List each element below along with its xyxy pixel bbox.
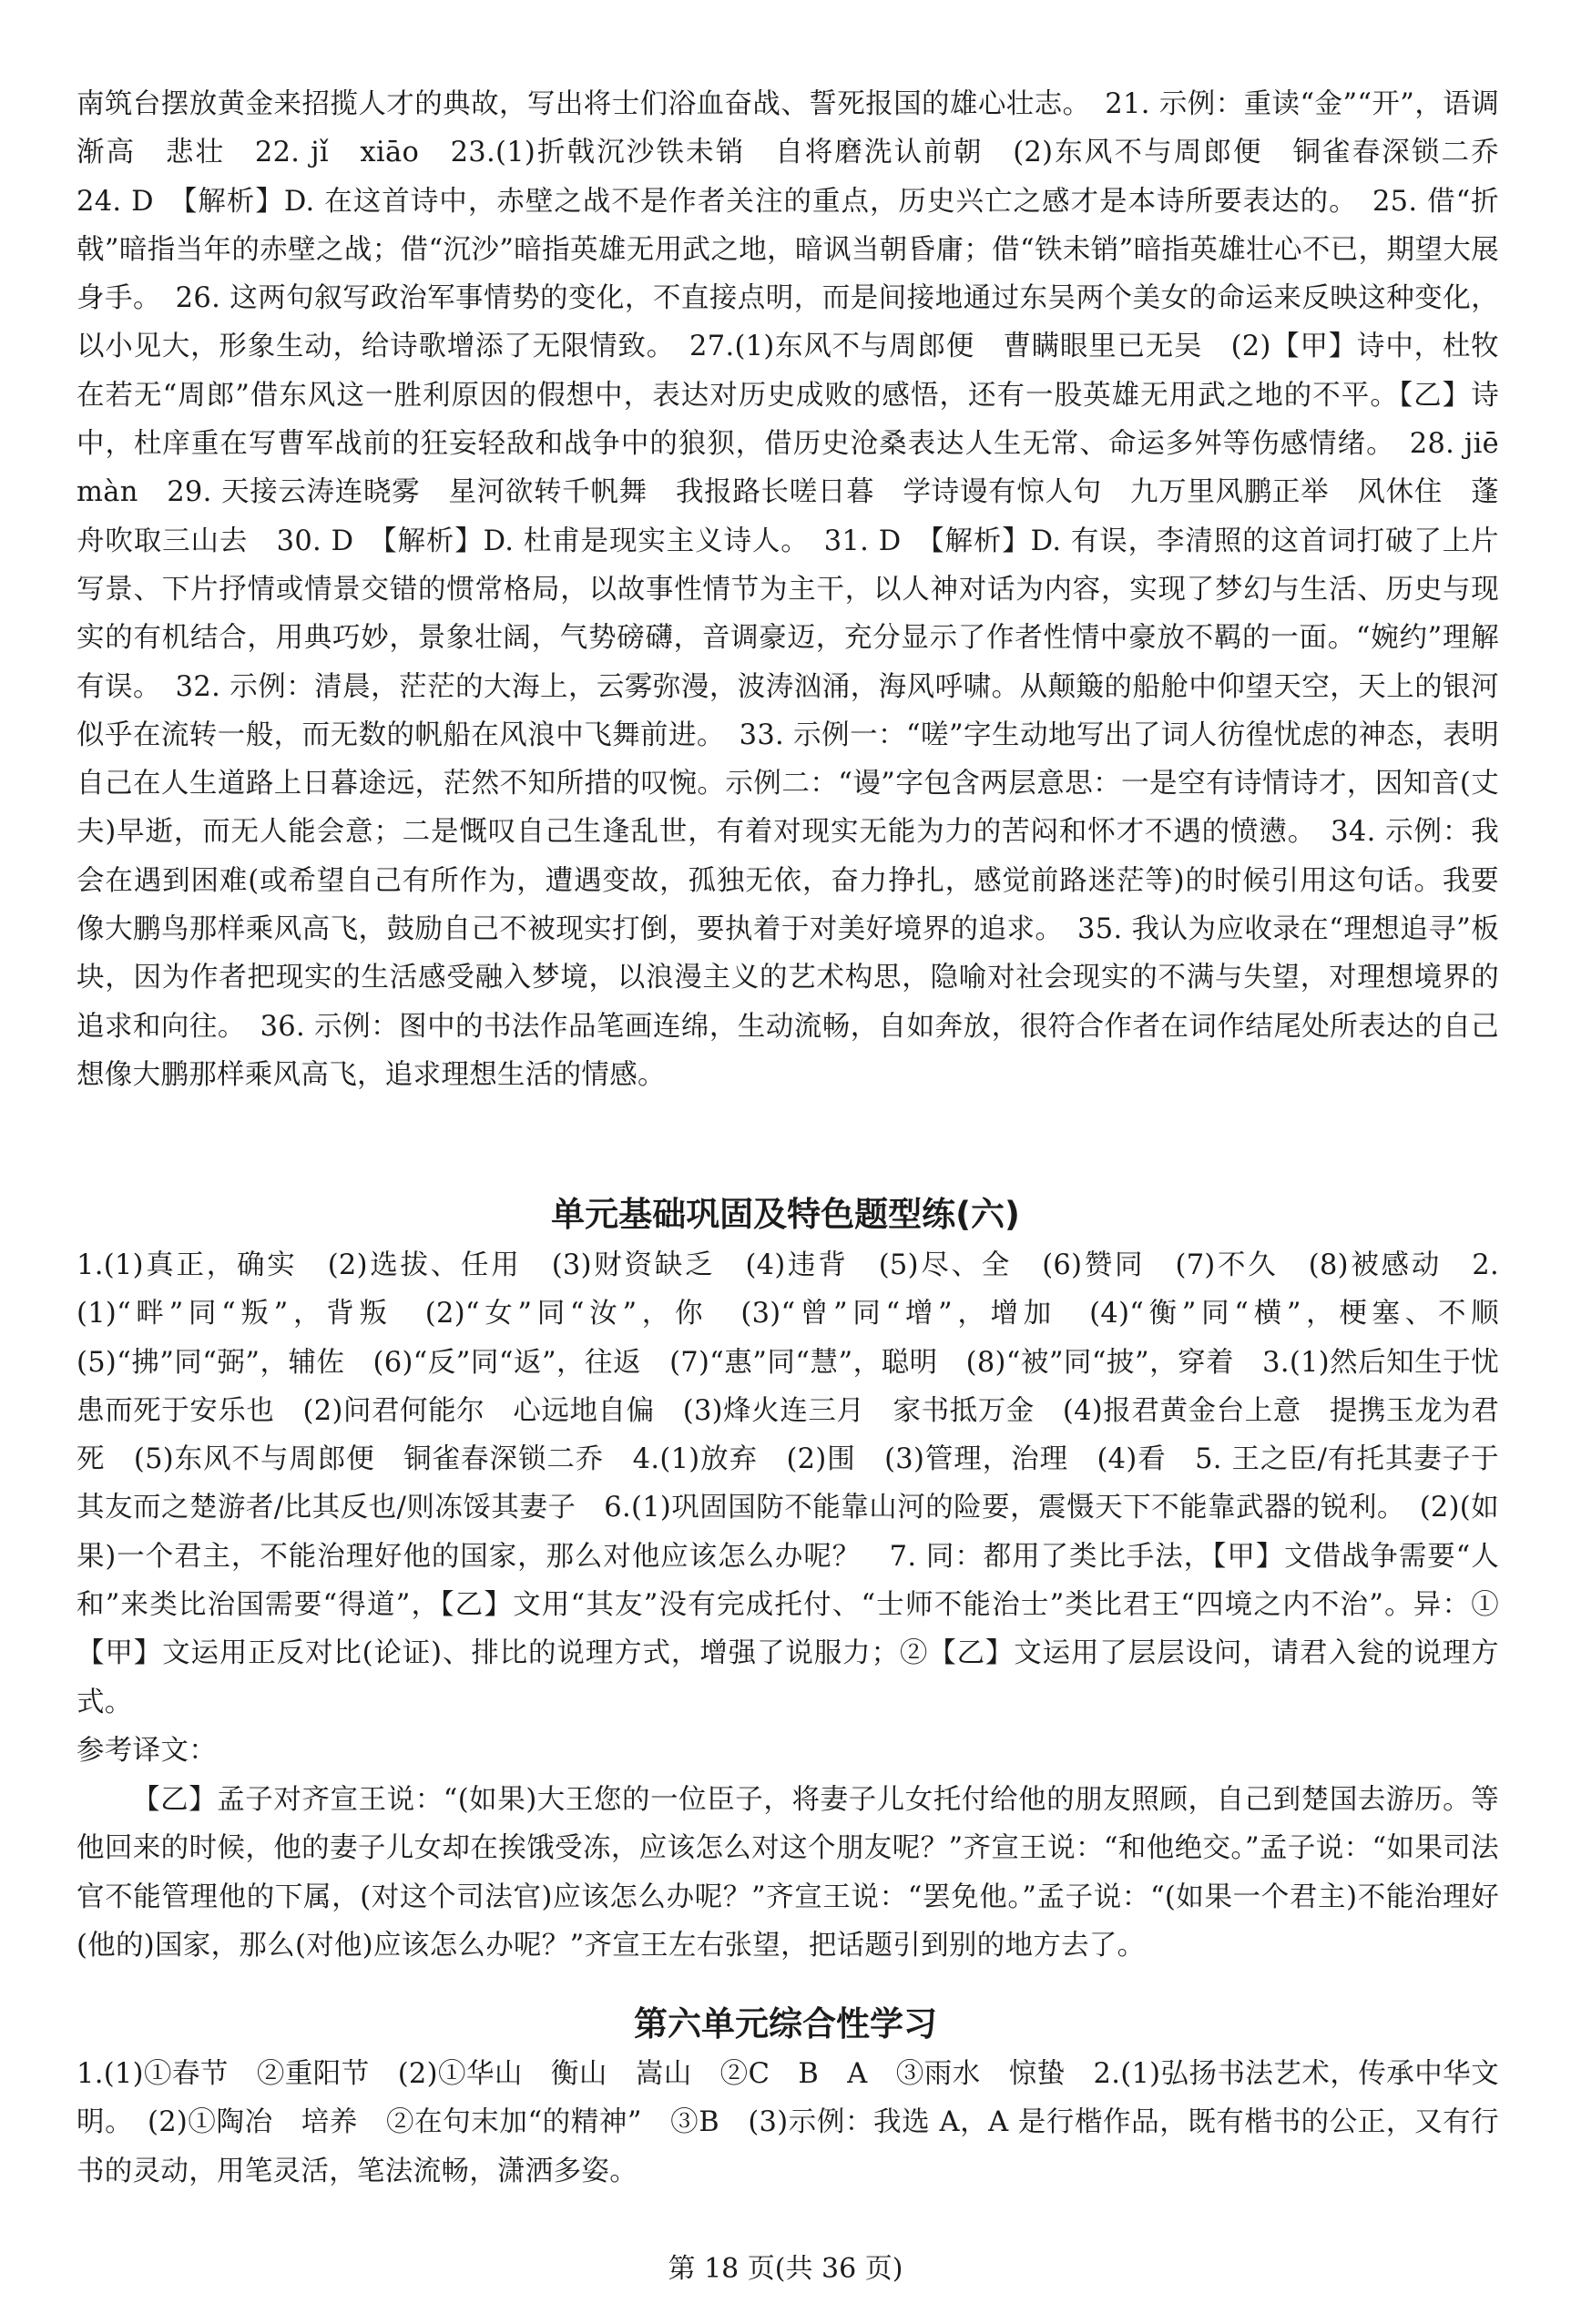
section-heading-comprehensive-study: 第六单元综合性学习 xyxy=(634,2004,937,2044)
answer-block-unit-end xyxy=(77,80,1527,1099)
reference-translation-block xyxy=(77,1776,1499,1970)
answer-paragraph: 南筑台摆放黄金来招揽人才的典故，写出将士们浴血奋战、誓死报国的雄心壮志。 21. 示例：重读“金”“开”，语调渐高 悲壮 22. jǐ xiāo 23.(1)折戟沉沙铁未销 自将磨洗认前朝 (2)东风不与周郎便 铜雀春深锁二乔 24. D 【解析】D. 在这首诗中，赤壁之战不是作者关注的重点，历史兴亡之感才是本诗所要表达的。 25. 借“折戟”暗指当年的赤壁之战；借“沉沙”暗指英雄无用武之地，暗讽当朝昏庸；借“铁未销”暗指英雄壮心不已，期望大展身手。 26. 这两句叙写政治军事情势的变化，不直接点明，而是间接地通过东吴两个美女的命运来反映这种变化，以小见大，形象生动，给诗歌增添了无限情致。 27.(1)东风不与周郎便 曹瞒眼里已无吴 (2)【甲】诗中，杜牧在若无“周郎”借东风这一胜利原因的假想中，表达对历史成败的感悟，还有一股英雄无用武之地的不平。【乙】诗中，杜庠重在写曹军战前的狂妄轻敌和战争中的狼狈，借历史沧桑表达人生无常、命运多舛等伤感情绪。 28. jiē màn 29. 天接云涛连晓雾 星河欲转千帆舞 我报路长嗟日暮 学诗谩有惊人句 九万里风鹏正举 风休住 蓬舟吹取三山去 30. D 【解析】D. 杜甫是现实主义诗人。 31. D 【解析】D. 有误，李清照的这首词打破了上片写景、下片抒情或情景交错的惯常格局，以故事性情节为主干，以人神对话为内容，实现了梦幻与生活、历史与现实的有机结合，用典巧妙，景象壮阔，气势磅礴，音调豪迈，充分显示了作者性情中豪放不羁的一面。“婉约”理解有误。 32. 示例：清晨，茫茫的大海上，云雾弥漫，波涛汹涌，海风呼啸。从颠簸的船舱中仰望天空，天上的银河似乎在流转一般，而无数的帆船在风浪中飞舞前进。 33. 示例一：“嗟”字生动地写出了词人彷徨忧虑的神态，表明自己在人生道路上日暮途远，茫然不知所措的叹惋。示例二：“谩”字包含两层意思：一是空有诗情诗才，因知音(丈夫)早逝，而无人能会意；二是慨叹自己生逢乱世，有着对现实无能为力的苦闷和怀才不遇的愤懑。 34. 示例：我会在遇到困难(或希望自己有所作为，遭遇变故，孤独无依，奋力挣扎，感觉前路迷茫等)的时候引用这句话。我要像大鹏鸟那样乘风高飞，鼓励自己不被现实打倒，要执着于对美好境界的追求。 35. 我认为应收录在“理想追寻”板块，因为作者把现实的生活感受融入梦境，以浪漫主义的艺术构思，隐喻对社会现实的不满与失望，对理想境界的追求和向往。 36. 示例：图中的书法作品笔画连绵，生动流畅，自如奔放，很符合作者在词作结尾处所表达的自己想像大鹏那样乘风高飞，追求理想生活的情感。 xyxy=(77,88,1527,1091)
page-number: 第 18 页(共 36 页) xyxy=(668,2253,903,2285)
reference-translation-label: 参考译文： xyxy=(77,1735,217,1767)
answer-block-unit-practice xyxy=(77,1241,1527,1727)
answer-block-comprehensive-study xyxy=(77,2050,1499,2196)
reference-translation-text: 【乙】孟子对齐宣王说：“(如果)大王您的一位臣子，将妻子儿女托付给他的朋友照顾，自己到楚国去游历。等他回来的时候，他的妻子儿女却在挨饿受冻，应该怎么对这个朋友呢？”齐宣王说：“和他绝交。”孟子说：“如果司法官不能管理他的下属，(对这个司法官)应该怎么办呢？”齐宣王说：“罢免他。”孟子说：“(如果一个君主)不能治理好(他的)国家，那么(对他)应该怎么办呢？”齐宣王左右张望，把话题引到别的地方去了。 xyxy=(77,1784,1499,1962)
answer-paragraph: 1.(1)真正，确实 (2)选拔、任用 (3)财资缺乏 (4)违背 (5)尽、全 (6)赞同 (7)不久 (8)被感动 2.(1)“畔”同“叛”，背叛 (2)“女”同“汝”，你 (3)“曾”同“增”，增加 (4)“衡”同“横”，梗塞、不顺 (5)“拂”同“弼”，辅佐 (6)“反”同“返”，往返 (7)“惠”同“慧”，聪明 (8)“被”同“披”，穿着 3.(1)然后知生于忧患而死于安乐也 (2)问君何能尔 心远地自偏 (3)烽火连三月 家书抵万金 (4)报君黄金台上意 提携玉龙为君死 (5)东风不与周郎便 铜雀春深锁二乔 4.(1)放弃 (2)围 (3)管理，治理 (4)看 5. 王之臣/有托其妻子于其友而之楚游者/比其反也/则冻馁其妻子 6.(1)巩固国防不能靠山河的险要，震慑天下不能靠武器的锐利。 (2)(如果)一个君主，不能治理好他的国家，那么对他应该怎么办呢？ 7. 同：都用了类比手法，【甲】文借战争需要“人和”来类比治国需要“得道”，【乙】文用“其友”没有完成托付、“士师不能治士”类比君王“四境之内不治”。异：①【甲】文运用正反对比(论证)、排比的说理方式，增强了说服力；②【乙】文运用了层层设问，请君入瓮的说理方式。 xyxy=(77,1249,1527,1718)
reference-label-block xyxy=(77,1727,1499,1775)
answer-paragraph: 1.(1)①春节 ②重阳节 (2)①华山 衡山 嵩山 ②C B A ③雨水 惊蛰 2.(1)弘扬书法艺术，传承中华文明。 (2)①陶冶 培养 ②在句末加“的精神” ③B (3)示例：我选 A，A 是行楷作品，既有楷书的公正，又有行书的灵动，用笔灵活，笔法流畅，潇洒多姿。 xyxy=(77,2058,1499,2187)
section-heading-unit-practice: 单元基础巩固及特色题型练(六) xyxy=(551,1195,1020,1234)
